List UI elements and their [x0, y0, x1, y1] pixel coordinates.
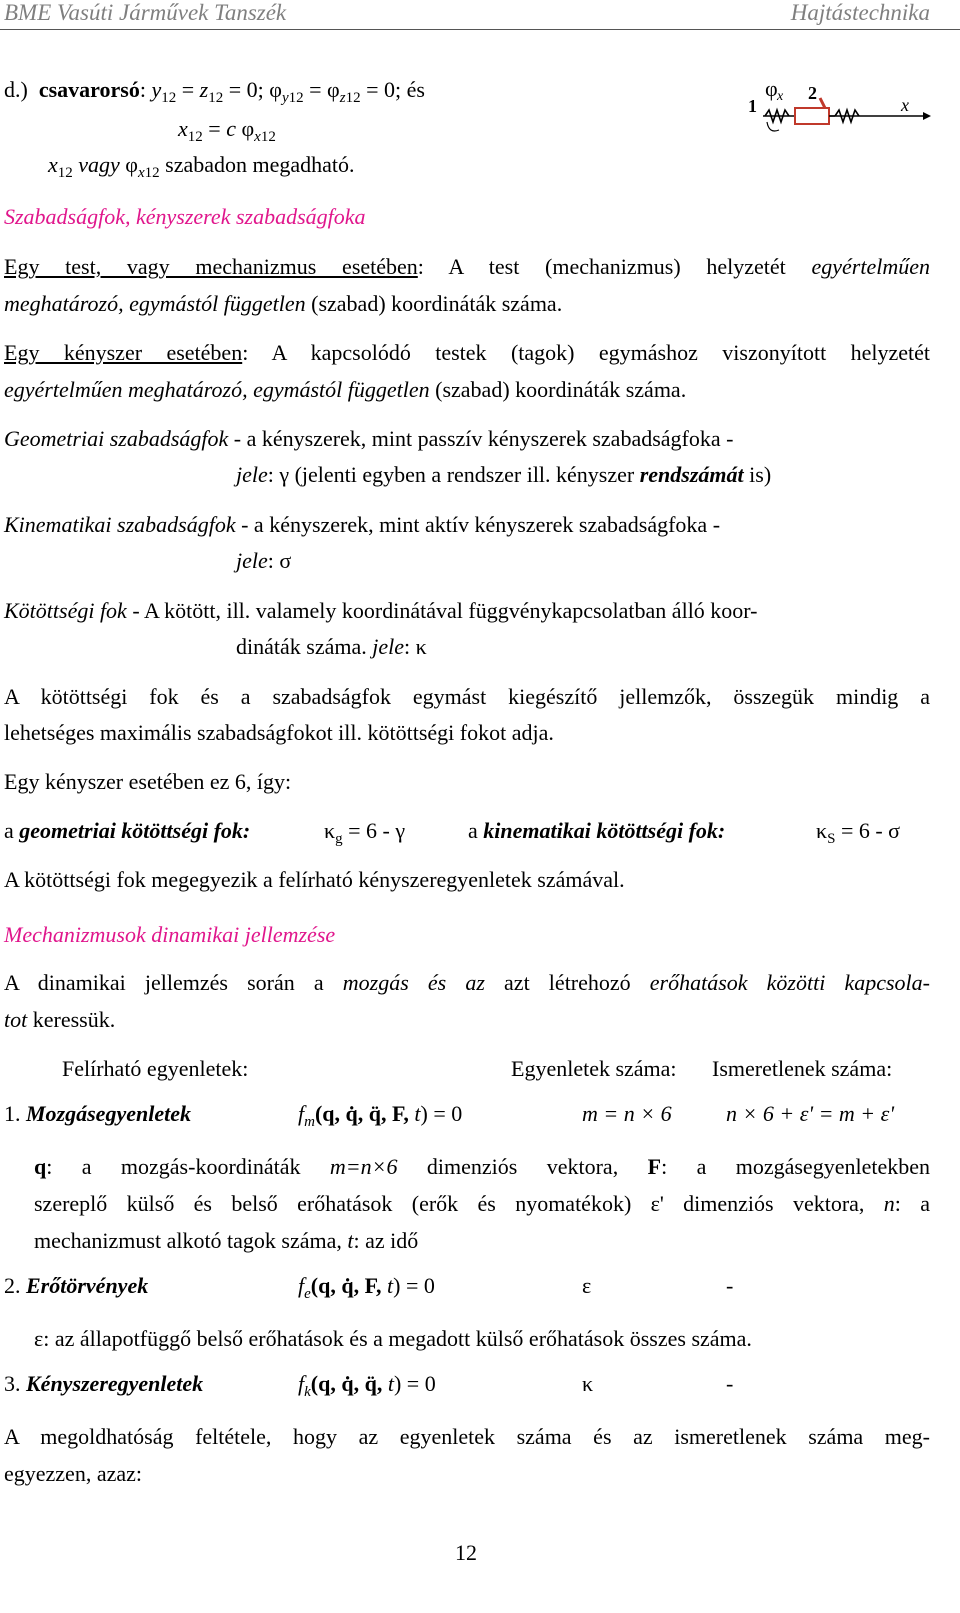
- item-d-line3: $x_{12}$ vagy $\varphi_{x12}$ szabadon megadható.: [48, 152, 355, 181]
- paragraph-body-freedom-l2: meghatározó, egymástól független (szabad) koordináták száma.: [4, 291, 563, 316]
- figure-label-phi: φ: [765, 76, 778, 101]
- definition-geometric-freedom-l1: Geometriai szabadságfok - a kényszerek, mint passzív kényszerek szabadságfoka -: [4, 426, 734, 451]
- table-head-count: Egyenletek száma:: [511, 1056, 677, 1081]
- header-left: BME Vasúti Járművek Tanszék: [4, 0, 287, 25]
- table-head-unknowns: Ismeretlenek száma:: [712, 1056, 893, 1081]
- row-motion-equations: 1. Mozgásegyenletek: [4, 1101, 191, 1126]
- screw-joint-figure: [745, 72, 935, 136]
- paragraph-dynamics-l1: A dinamikai jellemzés során a mozgás és az azt létrehozó erőhatások közötti kapcsola-: [4, 970, 930, 995]
- page-number: 12: [455, 1540, 477, 1565]
- formula-geometric-constraint: a geometriai kötöttségi fok:: [4, 818, 251, 843]
- definition-geometric-freedom-l2: jele: γ (jelenti egyben a rendszer ill. kényszer rendszámát is): [236, 462, 772, 487]
- item-d-line2: $x_{12} = c$ $\varphi_{x12}$: [178, 116, 276, 145]
- figure-label-2: 2: [808, 83, 817, 103]
- paragraph-equations-count: A kötöttségi fok megegyezik a felírható kényszeregyenletek számával.: [4, 867, 625, 892]
- formula-kinematic-constraint-value: $\kappa_S = 6 - \sigma$: [816, 818, 901, 847]
- section-title-degrees-of-freedom: Szabadságfok, kényszerek szabadságfoka: [4, 204, 366, 229]
- paragraph-solvability-l2: egyezzen, azaz:: [4, 1461, 142, 1486]
- header-right: Hajtástechnika: [790, 0, 930, 25]
- paragraph-dynamics-l2: tot keressük.: [4, 1007, 116, 1032]
- motion-unknown-count: n × 6 + ε' = m + ε': [726, 1101, 895, 1126]
- definition-kinematic-freedom-l2: jele: σ: [236, 548, 292, 573]
- section-title-dynamics: Mechanizmusok dinamikai jellemzése: [4, 922, 336, 947]
- paragraph-complement-l1: A kötöttségi fok és a szabadságfok egymást kiegészítő jellemzők, összegük mindig a: [4, 684, 930, 709]
- definition-constraint-degree-l1: Kötöttségi fok - A kötött, ill. valamely koordinátával függvénykapcsolatban álló koor-: [4, 598, 758, 623]
- motion-description-l1: q: a mozgás-koordináták m=n×6 dimenziós vektora, F: a mozgásegyenletekben: [34, 1154, 930, 1179]
- paragraph-complement-l2: lehetséges maximális szabadságfokot ill. kötöttségi fokot adja.: [4, 720, 554, 745]
- item-d-label: d.): [4, 77, 28, 102]
- definition-kinematic-freedom-l1: Kinematikai szabadságfok - a kényszerek, mint aktív kényszerek szabadságfoka -: [4, 512, 721, 537]
- motion-description-l2: szereplő külső és belső erőhatások (erők és nyomatékok) ε' dimenziós vektora, n: a: [34, 1191, 930, 1216]
- figure-label-phi-sub: x: [777, 89, 784, 104]
- formula-force: $f_e(q$, q̇, F, t) = 0: [298, 1273, 435, 1302]
- formula-constraint: $f_k(q$, q̇, q̈, t) = 0: [298, 1371, 436, 1400]
- table-head-equations: Felírható egyenletek:: [62, 1056, 249, 1081]
- formula-motion: $f_m(q$, q̇, q̈, F, t) = 0: [298, 1101, 463, 1130]
- row-force-laws: 2. Erőtörvények: [4, 1273, 149, 1298]
- item-d-line1: d.) csavarorsó: $y_{12} = z_{12} = 0$; $\varphi_{y12} = \varphi_{z12} = 0$; és: [4, 77, 425, 106]
- item-d-term: csavarorsó: [38, 77, 140, 102]
- paragraph-six: Egy kényszer esetében ez 6, így:: [4, 769, 292, 794]
- constraint-unknown-count: -: [726, 1371, 734, 1396]
- force-equation-count: ε: [582, 1273, 592, 1298]
- paragraph-body-freedom-l1: Egy test, vagy mechanizmus esetében: A test (mechanizmus) helyzetét egyértelműen: [4, 254, 930, 279]
- paragraph-constraint-l2: egyértelműen meghatározó, egymástól független (szabad) koordináták száma.: [4, 377, 687, 402]
- constraint-equation-count: κ: [582, 1371, 594, 1396]
- formula-kinematic-constraint: a kinematikai kötöttségi fok:: [468, 818, 726, 843]
- paragraph-constraint-l1: Egy kényszer esetében: A kapcsolódó testek (tagok) egymáshoz viszonyított helyzetét: [4, 340, 931, 365]
- figure-label-x: x: [901, 95, 909, 115]
- motion-description-l3: mechanizmust alkotó tagok száma, t: az idő: [34, 1228, 419, 1253]
- formula-geometric-constraint-value: $\kappa_g = 6 - \gamma$: [324, 818, 406, 847]
- header-rule: [0, 29, 960, 30]
- paragraph-solvability-l1: A megoldhatóság feltétele, hogy az egyenletek száma és az ismeretlenek száma meg-: [4, 1424, 930, 1449]
- force-unknown-count: -: [726, 1273, 734, 1298]
- motion-equation-count: m = n × 6: [582, 1101, 672, 1126]
- figure-label-1: 1: [748, 96, 757, 116]
- screw-joint-diagram: [745, 72, 935, 136]
- row-constraint-equations: 3. Kényszeregyenletek: [4, 1371, 204, 1396]
- definition-constraint-degree-l2: dináták száma. jele: κ: [236, 634, 427, 659]
- force-description: ε: az állapotfüggő belső erőhatások és a megadott külső erőhatások összes száma.: [34, 1326, 752, 1351]
